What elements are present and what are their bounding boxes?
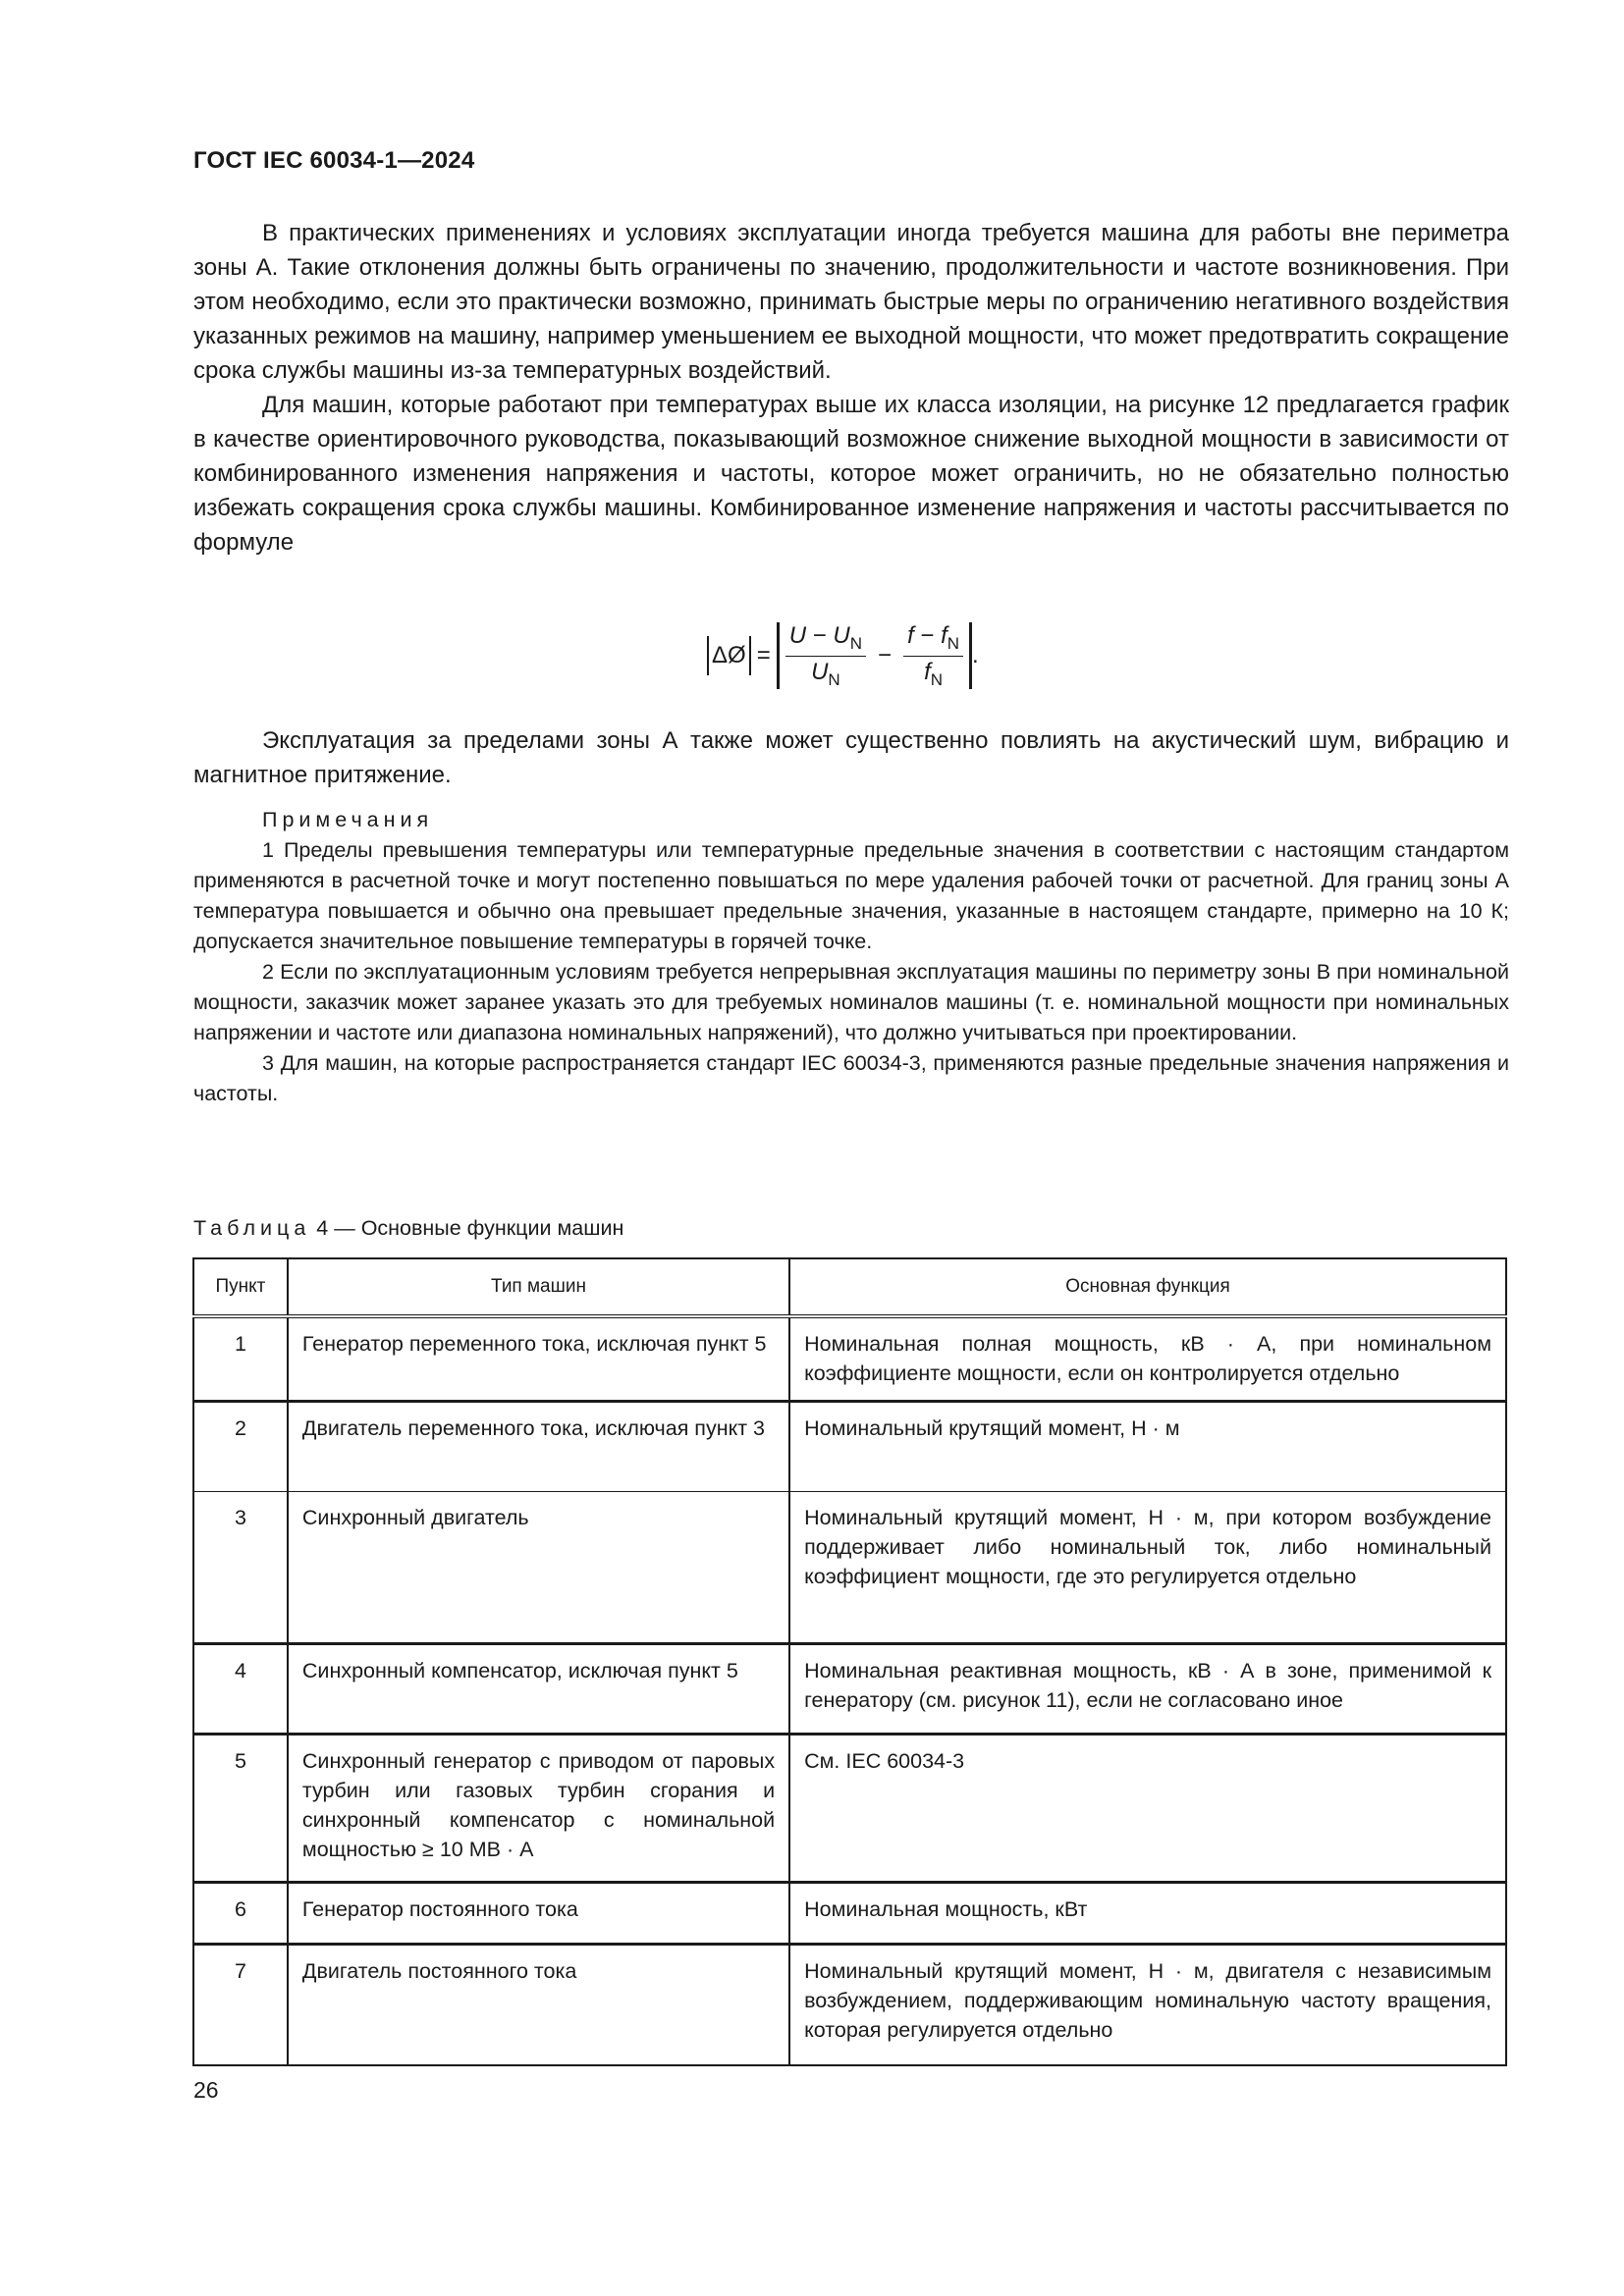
notes-section <box>193 805 1509 1109</box>
machine-type: Двигатель постоянного тока <box>288 1945 789 2065</box>
machine-type: Генератор постоянного тока <box>288 1883 789 1945</box>
column-header-type: Тип машин <box>288 1258 789 1316</box>
table-row <box>193 1316 1506 1402</box>
paragraph: Для машин, которые работают при температурах выше их класса изоляции, на рисунке 12 предлагается график в качестве ориентировочного руководства, показывающий возможное снижение выходной мощности в зависимости от комбинированного изменения напряжения и частоты, которое может ограничить, но не обязательно полностью избежать сокращения срока службы машины. Комбинированное изменение напряжения и частоты рассчитывается по формуле <box>193 392 1509 556</box>
main-function: Номинальный крутящий момент, Н · м <box>789 1402 1506 1492</box>
formula-lhs: ΔØ <box>712 642 746 668</box>
machine-type: Двигатель переменного тока, исключая пункт 3 <box>288 1402 789 1492</box>
table-row <box>193 1945 1506 2065</box>
row-number: 7 <box>193 1945 288 2065</box>
row-number: 6 <box>193 1883 288 1945</box>
main-function: Номинальная полная мощность, кВ · А, при номинальном коэффициенте мощности, если он контролируется отдельно <box>789 1316 1506 1402</box>
formula <box>707 616 979 695</box>
main-function: Номинальный крутящий момент, Н · м, двигателя с независимым возбуждением, поддерживающим номинальную частоту вращения, которая регулируется отдельно <box>789 1945 1506 2065</box>
body-section-2 <box>193 723 1509 792</box>
row-number: 3 <box>193 1492 288 1644</box>
notes-title: Примечания <box>262 808 434 831</box>
page-number: 26 <box>193 2077 219 2103</box>
table-caption <box>193 1216 623 1241</box>
machine-functions-table <box>192 1257 1507 2066</box>
table-caption-title: 4 — Основные функции машин <box>310 1216 624 1240</box>
row-number: 5 <box>193 1735 288 1883</box>
table-row <box>193 1735 1506 1883</box>
machine-type: Синхронный компенсатор, исключая пункт 5 <box>288 1644 789 1735</box>
table-row <box>193 1402 1506 1492</box>
machine-type: Синхронный генератор с приводом от паровых турбин или газовых турбин сгорания и синхронный компенсатор с номинальной мощностью ≥ 10 МВ · А <box>288 1735 789 1883</box>
formula-equals: = <box>756 642 771 668</box>
column-header-function: Основная функция <box>789 1258 1506 1316</box>
table-caption-prefix: Таблица <box>193 1216 311 1240</box>
table-row <box>193 1492 1506 1644</box>
machine-type: Генератор переменного тока, исключая пункт 5 <box>288 1316 789 1402</box>
row-number: 1 <box>193 1316 288 1402</box>
main-function: Номинальный крутящий момент, Н · м, при котором возбуждение поддерживает либо номинальный ток, либо номинальный коэффициент мощности, где это регулируется отдельно <box>789 1492 1506 1644</box>
note-item: 1 Пределы превышения температуры или температурные предельные значения в соответствии с настоящим стандартом применяются в расчетной точке и могут постепенно повышаться по мере удаления рабочей точки от расчетной. Для границ зоны А температура повышается и обычно она превышает предельные значения, указанные в настоящем стандарте, примерно на 10 К; допускается значительное повышение температуры в горячей точке. <box>193 838 1509 953</box>
row-number: 4 <box>193 1644 288 1735</box>
machine-type: Синхронный двигатель <box>288 1492 789 1644</box>
column-header-item: Пункт <box>193 1258 288 1316</box>
main-function: Номинальная мощность, кВт <box>789 1883 1506 1945</box>
abs-bar <box>749 636 751 675</box>
table-header-row <box>193 1258 1506 1316</box>
note-item: 3 Для машин, на которые распространяется стандарт IEC 60034-3, применяются разные предельные значения напряжения и частоты. <box>193 1051 1509 1105</box>
fraction-frequency: $\frac{f - f_N}{f_N}$ <box>903 622 963 690</box>
fraction-voltage: $\frac{U - U_N}{U_N}$ <box>785 622 866 690</box>
main-function: См. IEC 60034-3 <box>789 1735 1506 1883</box>
formula-minus: − <box>878 642 893 668</box>
main-function: Номинальная реактивная мощность, кВ · А в зоне, применимой к генератору (см. рисунок 11), если не согласовано иное <box>789 1644 1506 1735</box>
abs-bar <box>777 622 780 689</box>
body-section-1 <box>193 216 1509 560</box>
paragraph: В практических применениях и условиях эксплуатации иногда требуется машина для работы вне периметра зоны А. Такие отклонения должны быть ограничены по значению, продолжительности и частоте возникновения. При этом необходимо, если это практически возможно, принимать быстрые меры по ограничению негативного воздействия указанных режимов на машину, например уменьшением ее выходной мощности, что может предотвратить сокращение срока службы машины из-за температурных воздействий. <box>193 220 1509 384</box>
table-row <box>193 1644 1506 1735</box>
paragraph: Эксплуатация за пределами зоны А также может существенно повлиять на акустический шум, вибрацию и магнитное притяжение. <box>193 727 1509 788</box>
row-number: 2 <box>193 1402 288 1492</box>
note-item: 2 Если по эксплуатационным условиям требуется непрерывная эксплуатация машины по периметру зоны В при номинальной мощности, заказчик может заранее указать это для требуемых номиналов машины (т. е. номинальной мощности при номинальных напряжении и частоте или диапазона номинальных напряжений), что должно учитываться при проектировании. <box>193 960 1509 1044</box>
formula-end: . <box>972 642 979 668</box>
table-row <box>193 1883 1506 1945</box>
document-header: ГОСТ IEC 60034-1—2024 <box>193 147 475 174</box>
